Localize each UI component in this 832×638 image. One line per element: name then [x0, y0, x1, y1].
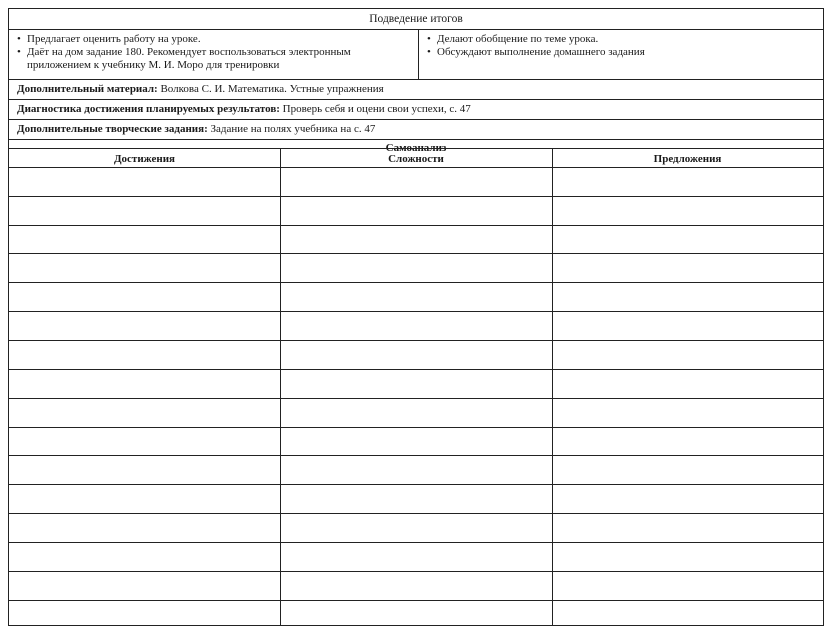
extra-material-row: Дополнительный материал: Волкова С. И. Математика. Устные упражнения: [9, 80, 823, 100]
row-divider: [9, 455, 823, 456]
row-divider: [9, 427, 823, 428]
row-divider: [9, 196, 823, 197]
student-item: • Обсуждают выполнение домашнего задания: [427, 46, 645, 58]
row-divider: [9, 571, 823, 572]
row-divider: [9, 225, 823, 226]
summary-header: Подведение итогов: [9, 9, 823, 30]
row-divider: [9, 398, 823, 399]
bullet-icon: •: [17, 46, 21, 58]
column-divider: [552, 149, 553, 625]
row-divider: [9, 282, 823, 283]
bullet-icon: •: [17, 33, 21, 45]
bullet-icon: •: [427, 46, 431, 58]
teacher-item: • Предлагает оценить работу на уроке.: [17, 33, 201, 45]
row-divider: [9, 369, 823, 370]
student-item: • Делают обобщение по теме урока.: [427, 33, 599, 45]
student-activities: [419, 30, 823, 79]
row-divider: [9, 340, 823, 341]
row-divider: [9, 600, 823, 601]
teacher-item: • Даёт на дом задание 180. Рекомендует воспользоваться электронным приложением к учебнику М. И. Моро для тренировки: [17, 46, 351, 71]
row-divider: [9, 513, 823, 514]
column-header-achievements: Достижения: [113, 153, 176, 165]
column-divider: [280, 149, 281, 625]
summary-activities-row: [9, 30, 823, 80]
row-divider: [9, 484, 823, 485]
row-divider: [9, 253, 823, 254]
diagnostics-row: Диагностика достижения планируемых результатов: Проверь себя и оцени свои успехи, с. 47: [9, 100, 823, 120]
column-header-difficulties: Сложности: [388, 153, 444, 165]
self-analysis-title: Самоанализ: [385, 142, 447, 154]
bullet-icon: •: [427, 33, 431, 45]
column-header-suggestions: Предложения: [653, 153, 722, 165]
row-divider: [9, 542, 823, 543]
self-analysis-grid: [9, 148, 823, 625]
row-divider: [9, 311, 823, 312]
creative-tasks-row: Дополнительные творческие задания: Задание на полях учебника на с. 47: [9, 120, 823, 140]
row-divider: [9, 167, 823, 168]
teacher-activities: [9, 30, 419, 79]
lesson-summary-table: [8, 8, 824, 626]
